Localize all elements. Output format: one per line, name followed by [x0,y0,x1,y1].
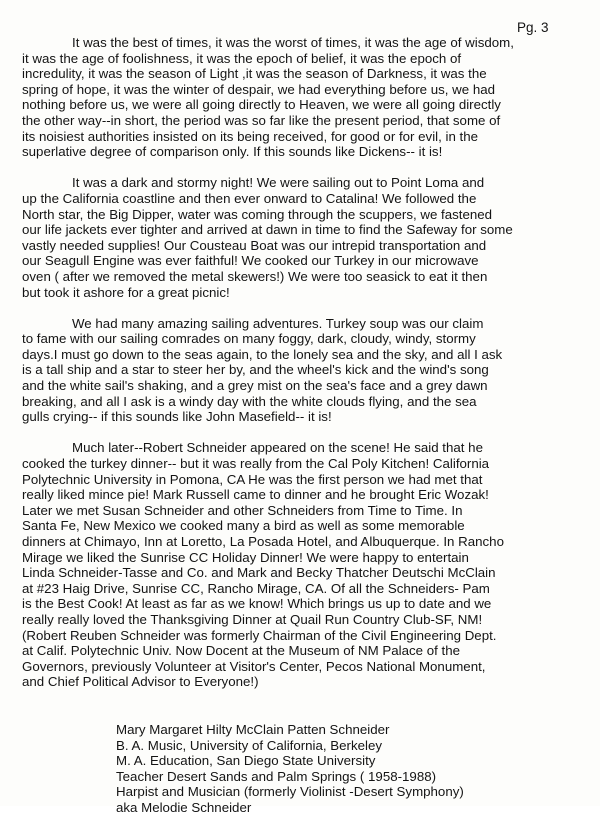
text-line: Linda Schneider-Tasse and Co. and Mark and Becky Thatcher Deutschi McClain [22,565,496,581]
text-line: superlative degree of comparison only. If this sounds like Dickens-- it is! [22,144,443,160]
text-line: our life jackets ever tighter and arrived at dawn in time to find the Safeway for some [22,222,513,238]
text-line: oven ( after we removed the metal skewers!) We were too seasick to eat it then [22,268,488,284]
text-line: our Seagull Engine was ever faithful! We cooked our Turkey in our microwave [22,253,479,269]
text-line: gulls crying-- if this sounds like John Masefield-- it is! [22,409,332,425]
paragraph-sailing [22,316,588,425]
text-line: Later we met Susan Schneider and other Schneiders from Time to Time. In [22,502,463,518]
text-line: really really loved the Thanksgiving Dinner at Quail Run Country Club-SF, NM! [22,611,483,627]
text-line: and Chief Political Advisor to Everyone!) [22,674,259,690]
text-line: It was the best of times, it was the worst of times, it was the age of wisdom, [72,35,514,50]
text-line: Santa Fe, New Mexico we cooked many a bird as well as some memorable [22,518,465,534]
text-line: breaking, and all I ask is a windy day with the white clouds flying, and the sea [22,393,477,409]
text-line: up the California coastline and then ever onward to Catalina! We followed the [22,190,477,206]
text-line: to fame with our sailing comrades on many foggy, dark, cloudy, windy, stormy [22,331,476,347]
text-line: Mirage we liked the Sunrise CC Holiday Dinner! We were happy to entertain [22,549,469,565]
signature-line: M. A. Education, San Diego State University [116,753,376,769]
letter-body [22,35,588,706]
text-line: It was a dark and stormy night! We were sailing out to Point Loma and [72,175,485,191]
signature-name: Mary Margaret Hilty McClain Patten Schneider [116,722,390,737]
text-line: dinners at Chimayo, Inn at Loretto, La Posada Hotel, and Albuquerque. In Rancho [22,534,504,549]
text-line: it was the age of foolishness, it was the epoch of belief, it was the epoch of [22,50,462,66]
text-line: spring of hope, it was the winter of despair, we had everything before us, we had [22,81,496,97]
text-line: but took it ashore for a great picnic! [22,284,230,300]
text-line: Much later--Robert Schneider appeared on the scene! He said that he [72,440,483,456]
text-line: days.I must go down to the seas again, to the lonely sea and the sky, and all I ask [22,346,503,362]
text-line: We had many amazing sailing adventures. Turkey soup was our claim [72,315,484,331]
text-line: vastly needed supplies! Our Cousteau Boat was our intrepid transportation and [22,237,487,253]
text-line: really liked mince pie! Mark Russell came to dinner and he brought Eric Wozak! [22,487,489,503]
text-line: and the white sail's shaking, and a grey mist on the sea's face and a grey dawn [22,378,488,394]
text-line: Governors, previously Volunteer at Visitor's Center, Pecos National Monument, [22,658,486,674]
text-line: (Robert Reuben Schneider was formerly Chairman of the Civil Engineering Dept. [22,627,497,643]
paragraph-dickens [22,35,588,160]
text-line: the other way--in short, the period was so far like the present period, that some of [22,112,501,128]
text-line: cooked the turkey dinner-- but it was really from the Cal Poly Kitchen! California [22,456,490,472]
page-number: Pg. 3 [517,20,549,35]
text-line: North star, the Big Dipper, water was coming through the scuppers, we fastened [22,206,493,222]
signature-block [116,722,464,816]
text-line: Polytechnic University in Pomona, CA He was the first person we had met that [22,471,483,487]
text-line: at #23 Haig Drive, Sunrise CC, Rancho Mirage, CA. Of all the Schneiders- Pam [22,580,490,596]
paragraph-schneider [22,440,588,690]
signature-line: Teacher Desert Sands and Palm Springs ( 1958-1988) [116,768,437,784]
paragraph-stormy-night [22,175,588,300]
text-line: at Calif. Polytechnic Univ. Now Docent at the Museum of NM Palace of the [22,643,461,659]
signature-line: aka Melodie Schneider [116,799,252,815]
signature-line: B. A. Music, University of California, Berkeley [116,737,383,753]
text-line: its noisiest authorities insisted on its being received, for good or for evil, in the [22,128,479,144]
text-line: is a tall ship and a star to steer her by, and the wheel's kick and the wind's song [22,362,489,378]
text-line: is the Best Cook! At least as far as we know! Which brings us up to date and we [22,596,492,612]
text-line: nothing before us, we were all going directly to Heaven, we were all going directly [22,97,501,113]
text-line: incredulity, it was the season of Light ,it was the season of Darkness, it was the [22,66,487,82]
signature-line: Harpist and Musician (formerly Violinist -Desert Symphony) [116,784,464,800]
